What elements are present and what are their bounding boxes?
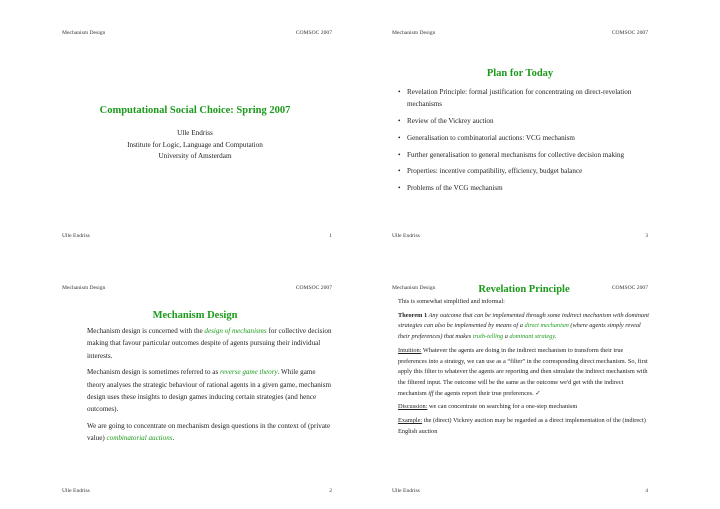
page-number: 1 <box>329 233 332 239</box>
footer-left: Ulle Endriss <box>392 488 420 494</box>
slide-header <box>62 30 332 36</box>
header-right: COMSOC 2007 <box>611 285 648 291</box>
emphasis: dominant strategy <box>509 333 555 341</box>
emphasis: design of mechanisms <box>204 327 267 335</box>
footer-left: Ulle Endriss <box>392 233 420 239</box>
slide-title: Mechanism Design <box>152 310 238 321</box>
text: We are going to concentrate on mechanism design questions in the context of (private value) <box>87 422 331 443</box>
theorem-label: Theorem 1 <box>398 311 428 319</box>
header-right: COMSOC 2007 <box>295 30 332 36</box>
page-number: 3 <box>645 233 648 239</box>
discussion <box>398 402 650 413</box>
text: . <box>172 434 175 443</box>
example <box>398 416 650 437</box>
text: Any outcome that can be implemented through some indirect mechanism with dominant strategies can also be implemented by means of a <box>398 311 649 330</box>
list-item: • Generalisation to combinatorial auctions: VCG mechanism <box>398 132 646 144</box>
slide-1 <box>0 0 360 254</box>
slide-title: Computational Social Choice: Spring 2007 <box>99 105 291 116</box>
slide-body <box>87 325 335 449</box>
affiliation-institute: Institute for Logic, Language and Computation <box>127 140 263 149</box>
list-item: • Further generalisation to general mechanisms for collective decision making <box>398 149 646 161</box>
slide-title: Plan for Today <box>486 68 554 79</box>
list-item: • Revelation Principle: formal justification for concentrating on direct-revelation mechanisms <box>398 86 646 110</box>
text: a <box>503 333 510 341</box>
intro-text: This is somewhat simplified and informal: <box>398 298 505 305</box>
emphasis: truth-telling <box>472 333 504 341</box>
slide-4 <box>360 255 720 509</box>
plan-list <box>398 86 646 199</box>
slide-footer <box>62 233 332 239</box>
affiliation-university: University of Amsterdam <box>158 152 232 160</box>
emphasis: iff <box>428 389 434 397</box>
theorem <box>398 311 650 343</box>
text: (where agents simply reveal their preferences) that makes <box>398 322 641 341</box>
emphasis: combinatorial auctions <box>106 434 173 443</box>
header-right: COMSOC 2007 <box>295 285 332 291</box>
page-number: 2 <box>329 488 332 494</box>
text: Mechanism design is sometimes referred to as <box>87 368 220 377</box>
header-right: COMSOC 2007 <box>611 30 648 36</box>
paragraph <box>87 366 335 415</box>
example-label: Example: <box>398 417 423 425</box>
header-left: Mechanism Design <box>392 30 436 36</box>
slide-header <box>62 285 332 291</box>
emphasis: direct mechanism <box>524 322 569 330</box>
intuition-label: Intuition: <box>398 346 422 354</box>
slide-header <box>392 30 648 36</box>
paragraph <box>87 325 335 362</box>
footer-left: Ulle Endriss <box>62 233 90 239</box>
discussion-label: Discussion: <box>398 403 428 411</box>
text: the (direct) Vickrey auction may be regarded as a direct implementation of the (indirect) English auction <box>398 417 646 435</box>
header-left: Mechanism Design <box>392 285 436 291</box>
text: we can concentrate on searching for a one-step mechanism <box>427 403 578 411</box>
author-name: Ulle Endriss <box>177 129 213 137</box>
slide-footer <box>62 488 332 494</box>
author-block <box>60 128 330 163</box>
text: Mechanism design is concerned with the <box>87 327 205 335</box>
footer-left: Ulle Endriss <box>62 488 90 494</box>
page-number: 4 <box>645 488 648 494</box>
slide-footer <box>392 488 648 494</box>
slide-2 <box>0 255 360 509</box>
slide-footer <box>392 233 648 239</box>
list-item: • Problems of the VCG mechanism <box>398 182 646 194</box>
text: . <box>554 333 557 341</box>
text: Whatever the agents are doing in the indirect mechanism to transform their true preferences into a strategy, we can use as a “filter” in the corresponding direct mechanism. So, first apply this filter to whatever the agents are reporting and then simulate the indirect mechanism with the filtered input. The outcome will be the same as the outcome we'd get with the indirect mechanism <box>398 346 648 397</box>
slide-3 <box>360 0 720 254</box>
paragraph <box>87 420 335 445</box>
header-left: Mechanism Design <box>62 30 106 36</box>
emphasis: reverse game theory <box>219 368 278 377</box>
slide-body <box>398 297 650 440</box>
list-item: • Review of the Vickrey auction <box>398 115 646 127</box>
slide-title: Revelation Principle <box>478 284 570 295</box>
text: . While game theory analyses the strategic behaviour of rational agents in a given game, mechanism design uses these insights to design games inducing certain strategies (and hence outcomes). <box>87 368 332 414</box>
text: the agents report their true preferences. ✓ <box>433 389 541 397</box>
intuition <box>398 346 650 400</box>
text: for collective decision making that favour particular outcomes despite of agents pursuing their individual interests. <box>87 327 332 360</box>
header-left: Mechanism Design <box>62 285 106 291</box>
list-item: • Properties: incentive compatibility, efficiency, budget balance <box>398 165 646 177</box>
